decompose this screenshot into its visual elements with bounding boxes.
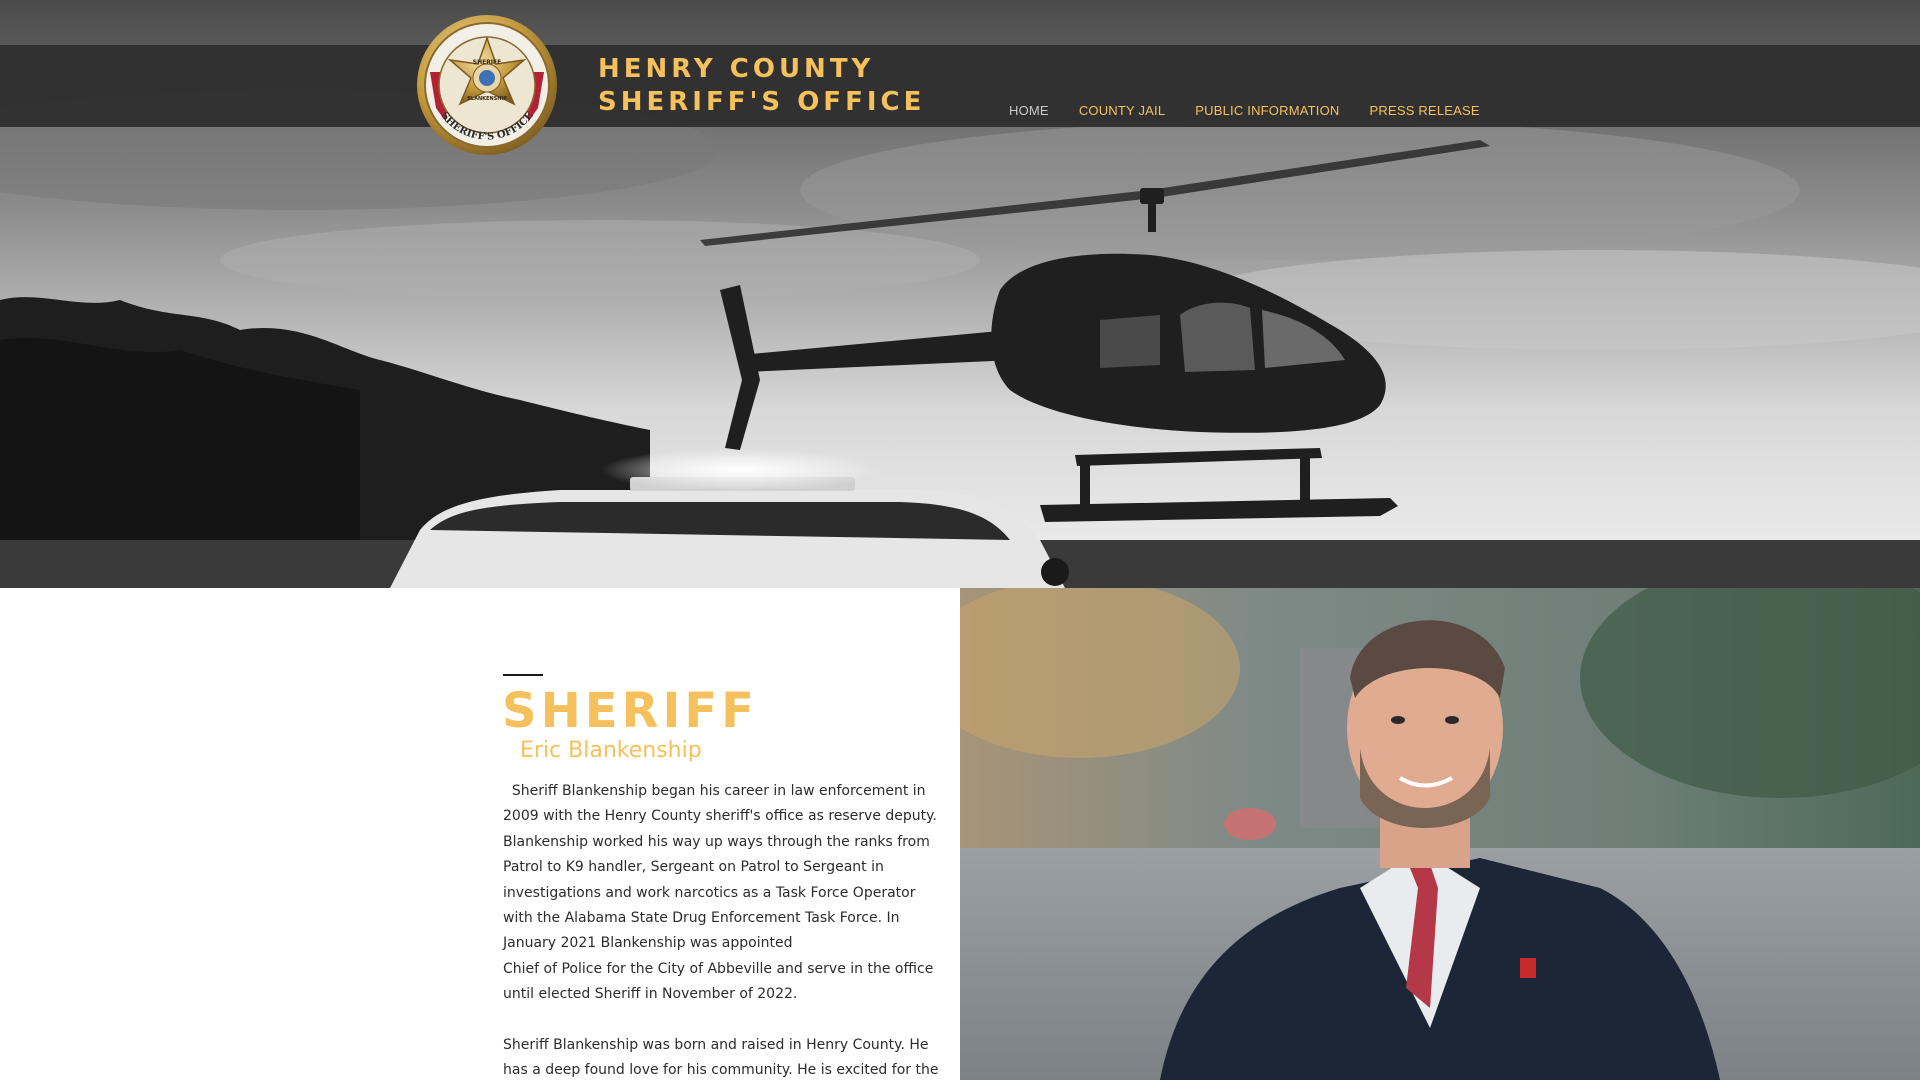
nav-item-home[interactable]: HOME [1009,103,1049,118]
section-title: SHERIFF [502,683,758,739]
section-divider [503,674,543,676]
main-nav [1000,103,1501,118]
bio-spacer [503,1008,949,1033]
brand-line-1: HENRY COUNTY [598,54,875,84]
site-brand-title[interactable] [598,53,925,119]
nav-item-press-release[interactable]: PRESS RELEASE [1369,103,1480,118]
sheriff-bio [503,779,949,1084]
nav-item-public-information[interactable]: PUBLIC INFORMATION [1195,103,1340,118]
bio-paragraph-2: Chief of Police for the City of Abbeville and serve in the office until elected Sheriff in November of 2022. [503,960,934,1003]
sheriff-star-badge-icon[interactable] [406,12,568,158]
logo-badge-bottom-text: BLANKENSHIP [467,96,507,102]
sheriff-portrait-photo [960,588,1920,1080]
logo-ring-bottom-text: SHERIFF'S OFFICE [438,110,536,143]
bio-paragraph-1: Sheriff Blankenship began his career in law enforcement in 2009 with the Henry County sheriff's office as reserve deputy. Blankenship worked his way up ways through the ranks from Patrol to K9 handler, Sergeant on Patrol to Sergeant in investigations and work narcotics as a Task Force Operator with the Alabama State Drug Enforcement Task Force. In January 2021 Blankenship was appointed [503,783,942,952]
brand-line-2: SHERIFF'S OFFICE [598,87,926,117]
logo-badge-top-text: SHERIFF [472,59,502,66]
header-bar [0,45,1920,127]
nav-item-county-jail[interactable]: COUNTY JAIL [1078,103,1166,118]
sheriff-name: Eric Blankenship [520,738,702,763]
logo-ring-top-text [406,12,519,15]
bio-paragraph-3: Sheriff Blankenship was born and raised in Henry County. He has a deep found love for his community. He is excited for the [503,1037,939,1079]
